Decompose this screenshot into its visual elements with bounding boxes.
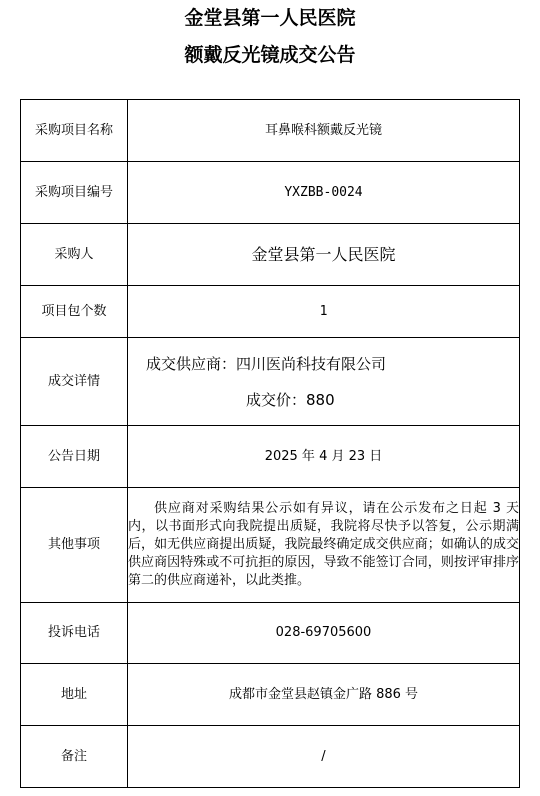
table-row — [21, 664, 520, 726]
package-count-value: 1 — [128, 286, 520, 338]
other-matters-cell — [128, 488, 520, 603]
project-name-value: 耳鼻喉科额戴反光镜 — [128, 100, 520, 162]
table-row — [21, 162, 520, 224]
document-title: 金堂县第一人民医院 — [184, 7, 356, 29]
table-row — [21, 488, 520, 603]
address-value: 成都市金堂县赵镇金广路 886 号 — [128, 664, 520, 726]
row-label-project-code: 采购项目编号 — [21, 162, 128, 224]
table-row — [21, 603, 520, 664]
row-label-project-name: 采购项目名称 — [21, 100, 128, 162]
deal-supplier: 成交供应商：四川医尚科技有限公司 — [146, 354, 387, 373]
purchaser-value: 金堂县第一人民医院 — [128, 224, 520, 286]
complaint-phone-value: 028-69705600 — [128, 603, 520, 664]
row-label-complaint-phone: 投诉电话 — [21, 603, 128, 664]
document-subtitle: 额戴反光镜成交公告 — [184, 44, 356, 66]
table-row — [21, 426, 520, 488]
row-label-announce-date: 公告日期 — [21, 426, 128, 488]
table-row — [21, 224, 520, 286]
announcement-table — [20, 99, 520, 788]
deal-details-cell — [128, 338, 520, 426]
table-row — [21, 338, 520, 426]
announce-date-value: 2025 年 4 月 23 日 — [128, 426, 520, 488]
table-row — [21, 100, 520, 162]
row-label-other-matters: 其他事项 — [21, 488, 128, 603]
other-matters-text: 供应商对采购结果公示如有异议，请在公示发布之日起 3 天内，以书面形式向我院提出质疑，我院将尽快予以答复，公示期满后，如无供应商提出质疑，我院最终确定成交供应商；如确认的成交供应商因特殊或不可抗拒的原因，导致不能签订合同，则按评审排序第二的供应商递补，以此类推。 — [128, 501, 519, 588]
row-label-deal-details: 成交详情 — [21, 338, 128, 426]
table-row — [21, 286, 520, 338]
deal-price: 成交价：880 — [246, 390, 335, 409]
row-label-address: 地址 — [21, 664, 128, 726]
project-code-value: YXZBB-0024 — [128, 162, 520, 224]
remarks-value: / — [128, 726, 520, 788]
table-row — [21, 726, 520, 788]
row-label-remarks: 备注 — [21, 726, 128, 788]
row-label-purchaser: 采购人 — [21, 224, 128, 286]
row-label-package-count: 项目包个数 — [21, 286, 128, 338]
